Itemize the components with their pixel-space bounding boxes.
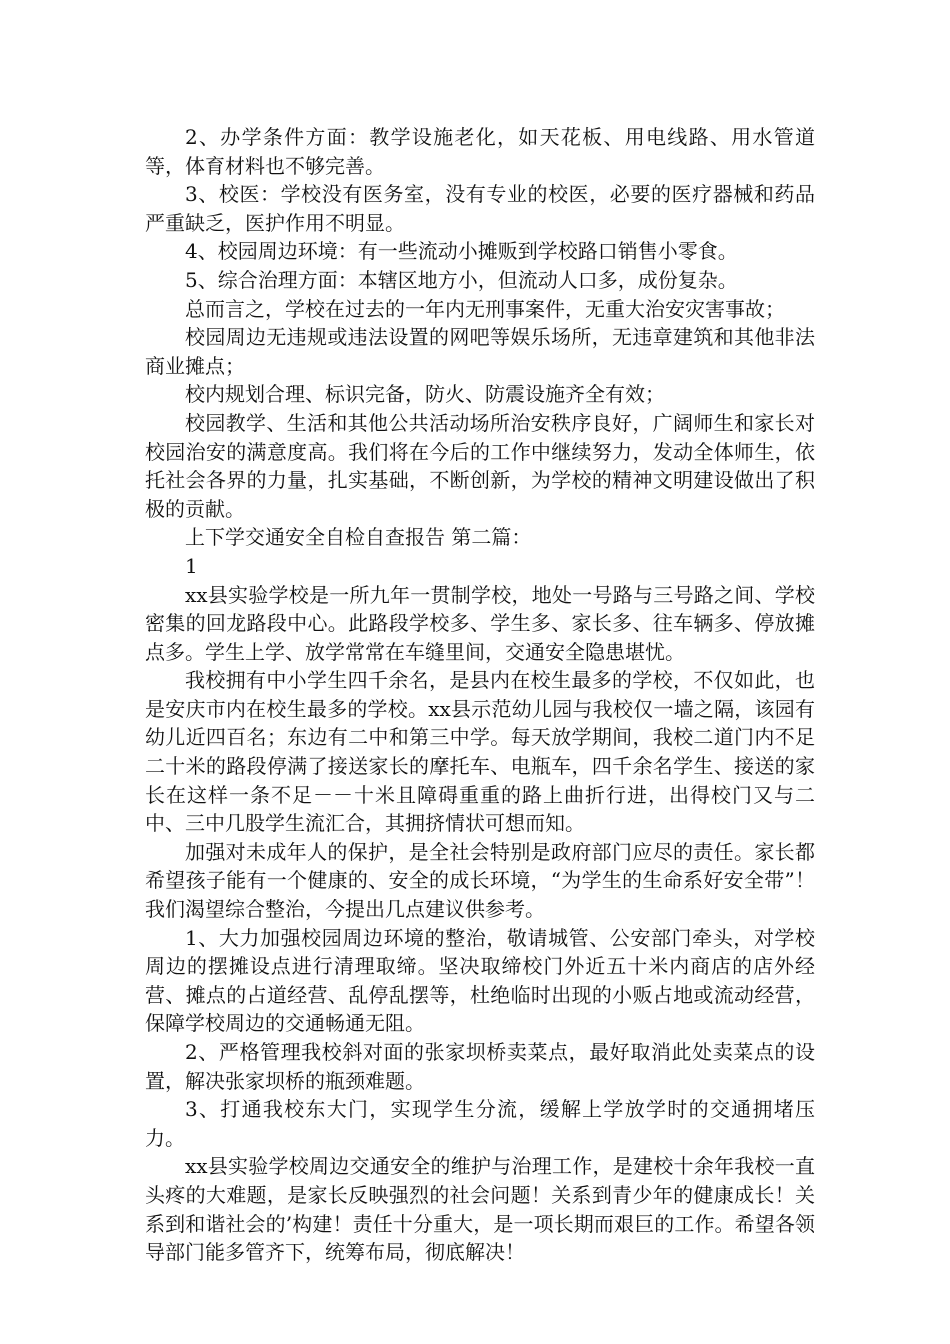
paragraph-protection: 加强对未成年人的保护，是全社会特别是政府部门应尽的责任。家长都希望孩子能有一个健康的、安全的成长环境，“为学生的生命系好安全带”！我们渴望综合整治，今提出几点建议供参考。 — [145, 839, 815, 922]
section-heading-part-two: 上下学交通安全自检自查报告 第二篇： — [185, 525, 532, 550]
document-body — [145, 123, 815, 1267]
paragraph-school-intro: xx县实验学校是一所九年一贯制学校，地处一号路与三号路之间、学校密集的回龙路段中心。此路段学校多、学生多、家长多、往车辆多、停放摊点多。学生上学、放学常常在车缝里间，交通安全隐患堪忧。 — [145, 582, 815, 664]
paragraph-school-doctor: 3、校医：学校没有医务室，没有专业的校医，必要的医疗器械和药品严重缺乏，医护作用不明显。 — [145, 182, 815, 235]
paragraph-suggestion-1: 1、大力加强校园周边环境的整治，敬请城管、公安部门牵头，对学校周边的摆摊设点进行清理取缔。坚决取缔校门外近五十米内商店的店外经营、摊点的占道经营、乱停乱摆等，杜绝临时出现的小贩占地或流动经营，保障学校周边的交通畅通无阻。 — [145, 925, 815, 1036]
paragraph-summary: 总而言之，学校在过去的一年内无刑事案件，无重大治安灾害事故； — [185, 296, 785, 321]
paragraph-surroundings: 4、校园周边环境：有一些流动小摊贩到学校路口销售小零食。 — [185, 239, 738, 264]
paragraph-student-count: 我校拥有中小学生四千余名，是县内在校生最多的学校，不仅如此，也是安庆市内在校生最多的学校。xx县示范幼儿园与我校仅一墙之隔，该园有幼儿近四百名；东边有二中和第三中学。每天放学期间，我校二道门内不足二十米的路段停满了接送家长的摩托车、电瓶车，四千余名学生、接送的家长在这样一条不足－－十米且障碍重重的路上曲折行进，出得校门又与二中、三中几股学生流汇合，其拥挤情状可想而知。 — [145, 668, 815, 836]
paragraph-condition: 2、办学条件方面：教学设施老化，如天花板、用电线路、用水管道等，体育材料也不够完善。 — [145, 125, 815, 178]
paragraph-no-violations: 校园周边无违规或违法设置的网吧等娱乐场所，无违章建筑和其他非法商业摊点； — [145, 325, 815, 378]
paragraph-suggestion-3: 3、打通我校东大门，实现学生分流，缓解上学放学时的交通拥堵压力。 — [145, 1097, 815, 1150]
paragraph-governance: 5、综合治理方面：本辖区地方小，但流动人口多，成份复杂。 — [185, 267, 738, 292]
paragraph-planning: 校内规划合理、标识完备，防火、防震设施齐全有效； — [185, 382, 665, 407]
paragraph-order: 校园教学、生活和其他公共活动场所治安秩序良好，广阔师生和家长对校园治安的满意度高。我们将在今后的工作中继续努力，发动全体师生，依托社会各界的力量，扎实基础，不断创新，为学校的精神文明建设做出了积极的贡献。 — [145, 410, 815, 521]
section-number: 1 — [185, 553, 198, 578]
paragraph-suggestion-2: 2、严格管理我校斜对面的张家坝桥卖菜点，最好取消此处卖菜点的设置，解决张家坝桥的瓶颈难题。 — [145, 1040, 815, 1093]
paragraph-conclusion: xx县实验学校周边交通安全的维护与治理工作，是建校十余年我校一直头疼的大难题，是家长反映强烈的社会问题！关系到青少年的健康成长！关系到和谐社会的’构建！责任十分重大，是一项长期而艰巨的工作。希望各领导部门能多管齐下，统筹布局，彻底解决！ — [145, 1154, 815, 1265]
